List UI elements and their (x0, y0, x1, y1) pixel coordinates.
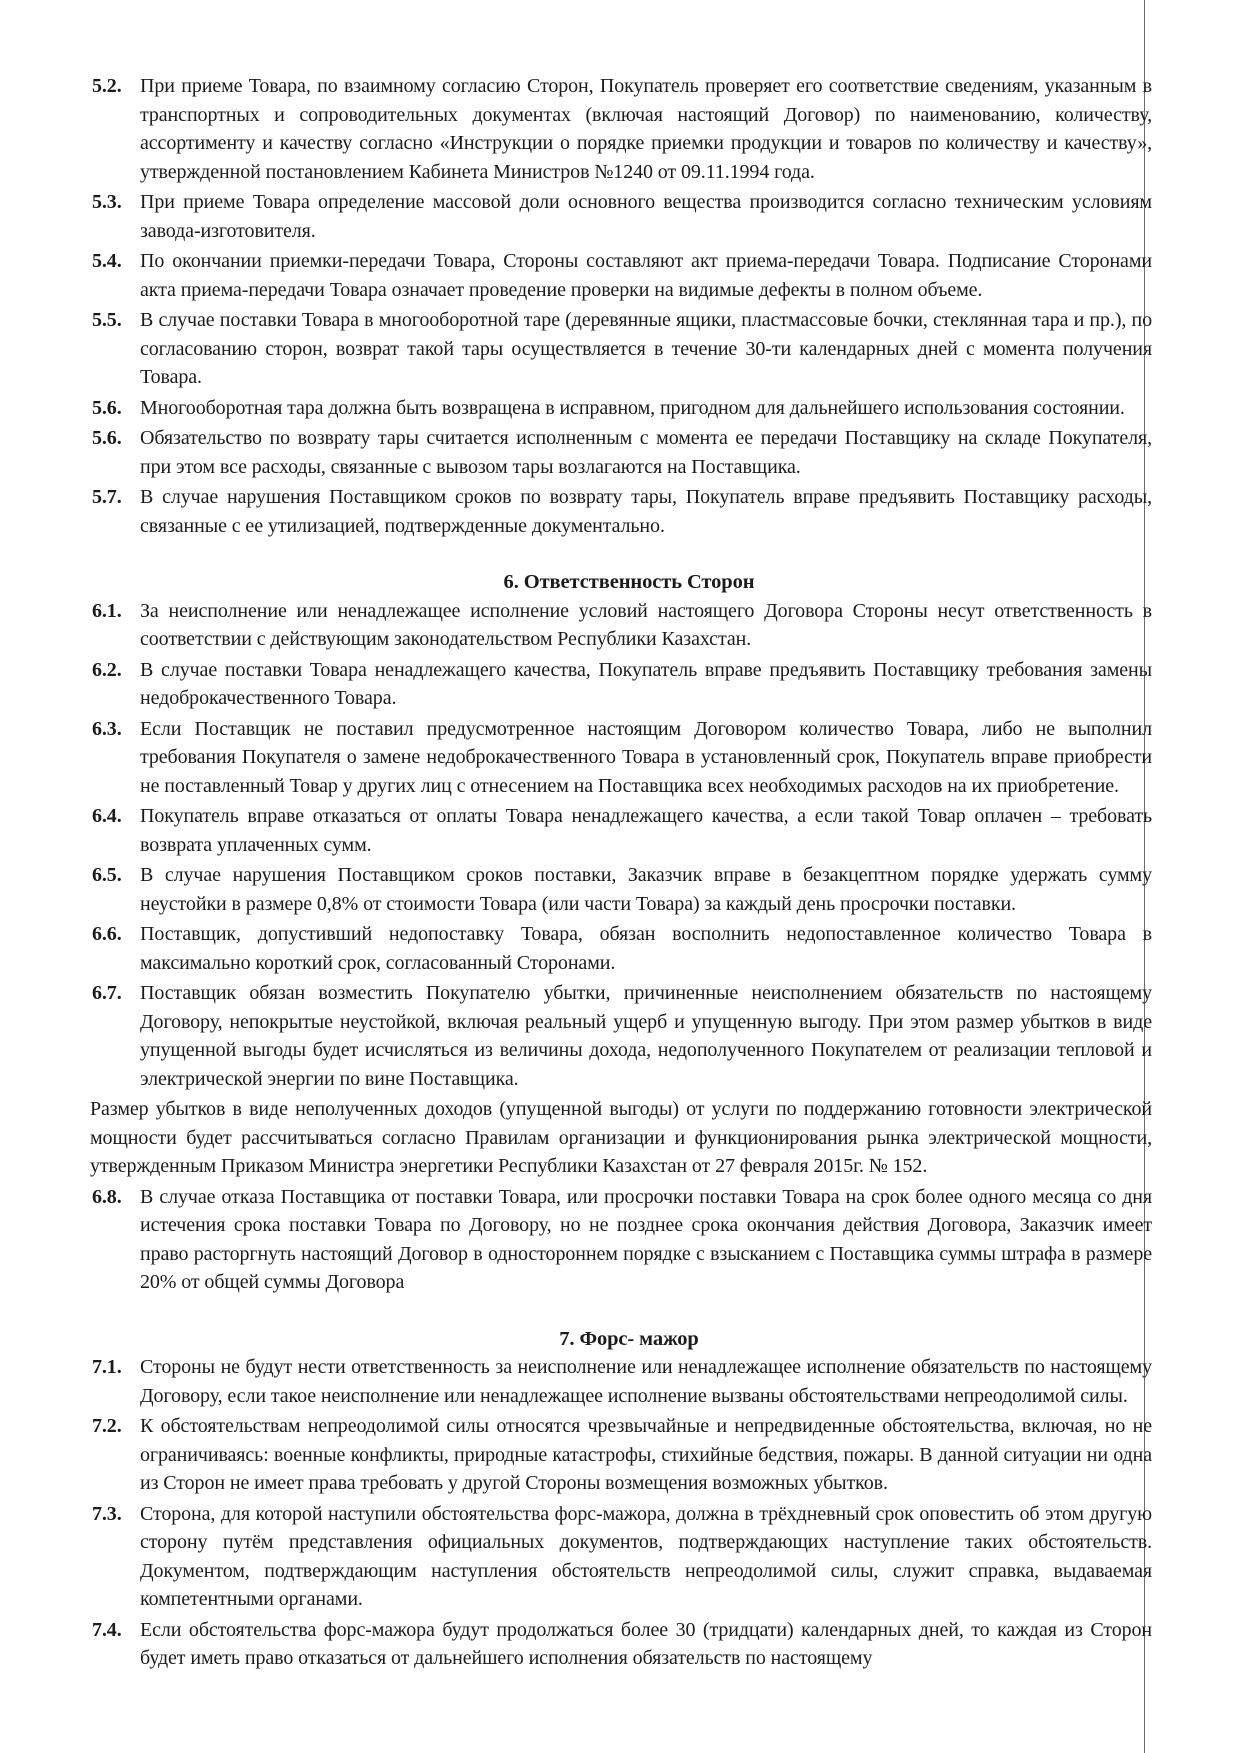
clause-text: По окончании приемки-передачи Товара, Стороны составляют акт приема-передачи Товара. Подписание Сторонами акта приема-передачи Товара означает проведение проверки на видимые дефекты в полном объеме. (140, 250, 1152, 301)
clause-text: В случае поставки Товара в многооборотной таре (деревянные ящики, пластмассовые бочки, стеклянная тара и пр.), по согласованию сторон, возврат такой тары осуществляется в течение 30-ти календарных дней с момента получения Товара. (140, 309, 1152, 388)
clause-6-5 (92, 861, 1152, 918)
clause-5-2 (92, 72, 1152, 186)
clause-number: 6.2. (92, 658, 122, 681)
clause-text: Обязательство по возврату тары считается исполненным с момента ее передачи Поставщику на складе Покупателя, при этом все расходы, связанные с вывозом тары возлагаются на Поставщика. (140, 427, 1152, 478)
clause-number: 6.1. (92, 599, 122, 622)
clause-number: 7.2. (92, 1415, 122, 1437)
clause-number: 6.6. (92, 923, 122, 945)
clause-number: 5.6. (92, 427, 122, 449)
clause-text: Поставщик обязан возместить Покупателю убытки, причиненные неисполнением обязательств по настоящему Договору, непокрытые неустойкой, включая реальный ущерб и упущенную выгоду. При этом размер убытков в виде упущенной выгоды будет исчисляться из величины дохода, недополученного Покупателем от реализации тепловой и электрической энергии по вине Поставщика. (140, 982, 1152, 1090)
clause-number: 6.3. (92, 717, 122, 740)
clause-text: В случае нарушения Поставщиком сроков поставки, Заказчик вправе в безакцептном порядке удержать сумму неустойки в размере 0,8% от стоимости Товара (или части Товара) за каждый день просрочки поставки. (140, 864, 1152, 915)
clause-5-6b (92, 424, 1152, 481)
document-body (92, 72, 1152, 1675)
clause-number: 5.3. (92, 191, 122, 213)
section-6-heading: 6. Ответственность Сторон (503, 571, 755, 593)
clause-text: При приеме Товара, по взаимному согласию Сторон, Покупатель проверяет его соответствие сведениям, указанным в транспортных и сопроводительных документах (включая настоящий Договор) по наименованию, количеству, ассортименту и качеству согласно «Инструкции о порядке приемки продукции и товаров по количеству и качеству», утвержденной постановлением Кабинета Министров №1240 от 09.11.1994 года. (140, 75, 1152, 183)
clause-text: Многооборотная тара должна быть возвращена в исправном, пригодном для дальнейшего использования состоянии. (140, 396, 1125, 419)
clause-number: 5.5. (92, 309, 122, 331)
clause-text: За неисполнение или ненадлежащее исполнение условий настоящего Договора Стороны несут ответственность в соответствии с действующим законодательством Республики Казахстан. (140, 599, 1152, 650)
clause-6-6 (92, 920, 1152, 977)
clause-text: В случае поставки Товара ненадлежащего качества, Покупатель вправе предъявить Поставщику требования замены недоброкачественного Товара. (140, 658, 1152, 709)
clause-7-1 (92, 1353, 1152, 1410)
clause-number: 7.1. (92, 1356, 122, 1378)
clause-text: Если обстоятельства форс-мажора будут продолжаться более 30 (тридцати) календарных дней, то каждая из Сторон будет иметь право отказаться от дальнейшего исполнения обязательств по настоящему (140, 1618, 1152, 1669)
clause-6-8 (92, 1183, 1152, 1297)
clause-6-3 (92, 715, 1152, 801)
clause-7-4 (92, 1616, 1152, 1673)
clause-number: 6.4. (92, 805, 122, 827)
clause-text: Поставщик, допустивший недопоставку Товара, обязан восполнить недопоставленное количество Товара в максимально короткий срок, согласованный Сторонами. (140, 923, 1152, 974)
clause-text: Покупатель вправе отказаться от оплаты Товара ненадлежащего качества, а если такой Товар оплачен – требовать возврата уплаченных сумм. (140, 805, 1152, 856)
clause-6-4 (92, 802, 1152, 859)
losses-paragraph: Размер убытков в виде неполученных доходов (упущенной выгоды) от услуги по поддержанию готовности электрической мощности будет рассчитываться согласно Правилам организации и функционирования рынка электрической мощности, утвержденным Приказом Министра энергетики Республики Казахстан от 27 февраля 2015г. № 152. (90, 1098, 1152, 1177)
clause-text: В случае нарушения Поставщиком сроков по возврату тары, Покупатель вправе предъявить Поставщику расходы, связанные с ее утилизацией, подтвержденные документально. (140, 486, 1152, 537)
clause-number: 6.8. (92, 1185, 122, 1208)
clause-text: При приеме Товара определение массовой доли основного вещества производится согласно техническим условиям завода-изготовителя. (140, 191, 1152, 242)
clause-6-1 (92, 597, 1152, 654)
clause-text: Сторона, для которой наступили обстоятельства форс-мажора, должна в трёхдневный срок оповестить об этом другую сторону путём представления официальных документов, подтверждающих наступление таких обстоятельств. Документом, подтверждающим наступления обстоятельств непреодолимой силы, служит справка, выдаваемая компетентными органами. (140, 1502, 1152, 1610)
clause-text: Стороны не будут нести ответственность за неисполнение или ненадлежащее исполнение обязательств по настоящему Договору, если такое неисполнение или ненадлежащее исполнение вызваны обстоятельствами непреодолимой силы. (140, 1356, 1152, 1407)
clause-7-3 (92, 1500, 1152, 1614)
clause-5-3 (92, 188, 1152, 245)
clause-number: 5.2. (92, 75, 122, 97)
clause-5-6a (92, 394, 1152, 423)
clause-5-5 (92, 306, 1152, 392)
section-7-heading: 7. Форс- мажор (559, 1327, 699, 1350)
clause-number: 5.6. (92, 396, 122, 419)
clause-text: Если Поставщик не поставил предусмотренное настоящим Договором количество Товара, либо не выполнил требования Покупателя о замене недоброкачественного Товара в установленный срок, Покупатель вправе приобрести не поставленный Товар у других лиц с отнесением на Поставщика всех необходимых расходов на их приобретение. (140, 717, 1152, 797)
clause-number: 6.7. (92, 982, 122, 1004)
clause-number: 7.4. (92, 1618, 122, 1641)
clause-number: 5.7. (92, 486, 122, 508)
clause-5-4 (92, 247, 1152, 304)
clause-5-7 (92, 483, 1152, 540)
clause-7-2 (92, 1412, 1152, 1498)
clause-6-7 (92, 979, 1152, 1093)
clause-number: 5.4. (92, 250, 122, 272)
clause-number: 6.5. (92, 864, 122, 886)
clause-number: 7.3. (92, 1502, 122, 1525)
clause-text: В случае отказа Поставщика от поставки Товара, или просрочки поставки Товара на срок более одного месяца со дня истечения срока поставки Товара по Договору, но не позднее срока окончания действия Договора, Заказчик имеет право расторгнуть настоящий Договор в одностороннем порядке с взысканием с Поставщика суммы штрафа в размере 20% от общей суммы Договора (140, 1185, 1152, 1293)
clause-6-2 (92, 656, 1152, 713)
clause-text: К обстоятельствам непреодолимой силы относятся чрезвычайные и непредвиденные обстоятельства, включая, но не ограничиваясь: военные конфликты, природные катастрофы, стихийные бедствия, пожары. В данной ситуации ни одна из Сторон не имеет права требовать у другой Стороны возмещения возможных убытков. (140, 1415, 1152, 1494)
